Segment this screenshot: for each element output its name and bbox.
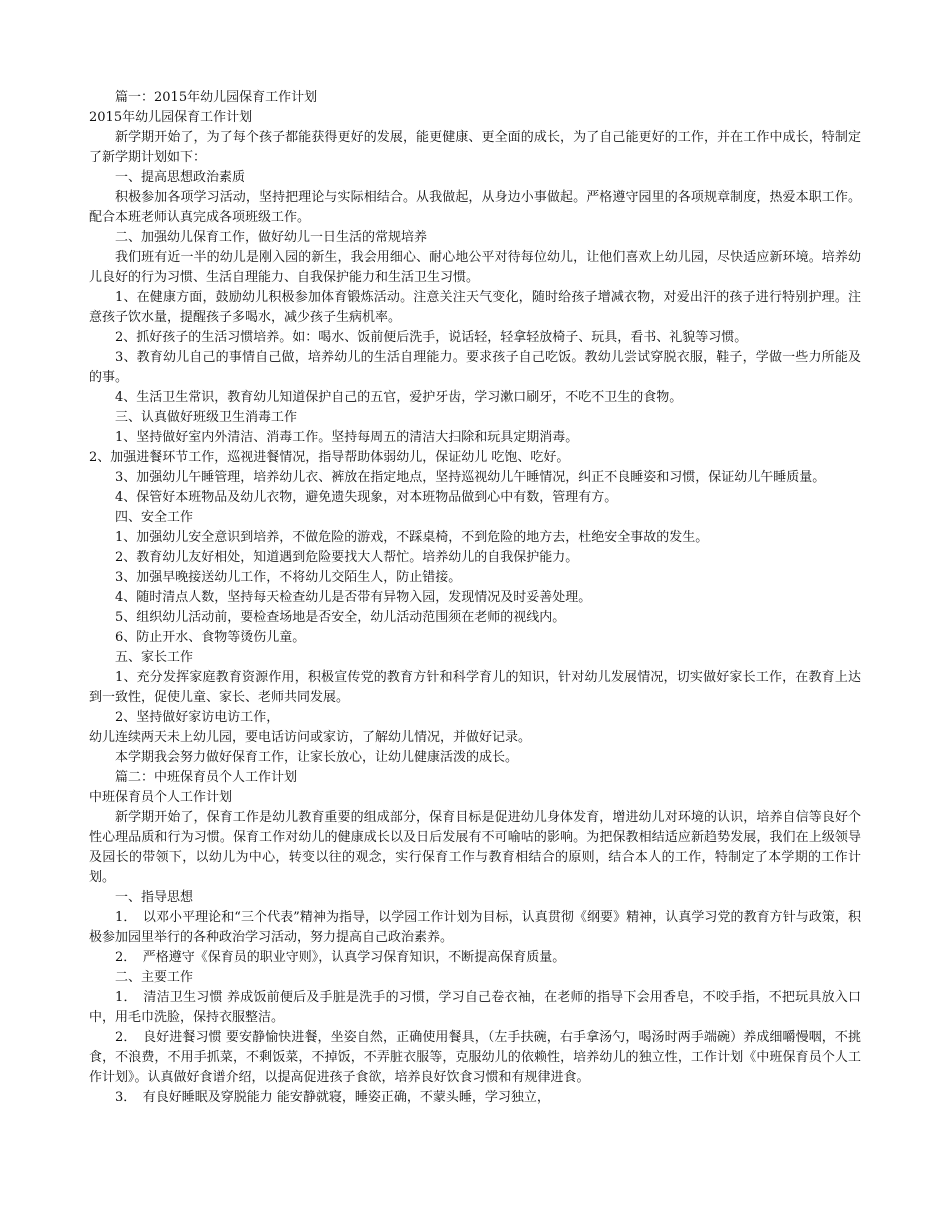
paragraph: 3． 有良好睡眠及穿脱能力 能安静就寝，睡姿正确，不蒙头睡，学习独立， (115, 1090, 550, 1105)
paragraph: 新学期开始了，为了每个孩子都能获得更好的发展，能更健康、更全面的成长，为了自己能更好的工作，并在工作中成长，特制定了新学期计划如下： (89, 130, 861, 165)
paragraph: 2、加强进餐环节工作，巡视进餐情况，指导帮助体弱幼儿，保证幼儿 吃饱、吃好。 (89, 450, 570, 465)
paragraph: 一、指导思想 (115, 890, 194, 905)
paragraph: 4、随时清点人数，坚持每天检查幼儿是否带有异物入园，发现情况及时妥善处理。 (115, 590, 592, 605)
paragraph: 积极参加各项学习活动，坚持把理论与实际相结合。从我做起，从身边小事做起。严格遵守园里的各项规章制度，热爱本职工作。配合本班老师认真完成各项班级工作。 (89, 190, 861, 225)
paragraph: 5、组织幼儿活动前，要检查场地是否安全，幼儿活动范围须在老师的视线内。 (115, 610, 566, 625)
paragraph: 新学期开始了，保育工作是幼儿教育重要的组成部分，保育目标是促进幼儿身体发育，增进幼儿对环境的认识，培养自信等良好个性心理品质和行为习惯。保育工作对幼儿的健康成长以及日后发展有不可喻咕的影响。为把保教相结适应新趋势发展，我们在上级领导及园长的带领下，以幼儿为中心，转变以往的观念，实行保育工作与教育相结合的原则，结合本人的工作，特制定了本学期的工作计划。 (89, 810, 861, 885)
paragraph: 4、保管好本班物品及幼儿衣物，避免遗失现象，对本班物品做到心中有数，管理有方。 (115, 490, 618, 505)
paragraph: 1、在健康方面，鼓励幼儿积极参加体育锻炼活动。注意关注天气变化，随时给孩子增减衣物，对爱出汗的孩子进行特别护理。注意孩子饮水量，提醒孩子多喝水，减少孩子生病机率。 (89, 290, 861, 325)
paragraph: 二、加强幼儿保育工作，做好幼儿一日生活的常规培养 (115, 230, 428, 245)
paragraph: 我们班有近一半的幼儿是刚入园的新生，我会用细心、耐心地公平对待每位幼儿，让他们喜欢上幼儿园，尽快适应新环境。培养幼儿良好的行为习惯、生活自理能力、自我保护能力和生活卫生习惯。 (89, 250, 861, 285)
paragraph: 1． 清洁卫生习惯 养成饭前便后及手脏是洗手的习惯，学习自己卷衣袖，在老师的指导下会用香皂，不咬手指，不把玩具放入口中，用毛巾洗脸，保持衣服整洁。 (89, 990, 861, 1025)
paragraph: 一、提高思想政治素质 (115, 170, 246, 185)
paragraph: 2． 良好进餐习惯 要安静愉快进餐，坐姿自然，正确使用餐具，（左手扶碗，右手拿汤勺，喝汤时两手端碗）养成细嚼慢咽，不挑食，不浪费，不用手抓菜，不剩饭菜，不掉饭，不弄脏衣服等，克服幼儿的依赖性，培养幼儿的独立性，工作计划《中班保育员个人工作计划》。认真做好食谱介绍，以提高促进孩子食欲，培养良好饮食习惯和有规律进食。 (89, 1030, 861, 1085)
paragraph: 篇一：2015年幼儿园保育工作计划 (115, 90, 318, 105)
document-page (89, 88, 861, 1108)
paragraph: 6、防止开水、食物等烫伤儿童。 (115, 630, 306, 645)
paragraph: 2015年幼儿园保育工作计划 (89, 110, 253, 125)
paragraph: 1、加强幼儿安全意识到培养，不做危险的游戏，不踩桌椅，不到危险的地方去，杜绝安全事故的发生。 (115, 530, 709, 545)
paragraph: 3、加强早晚接送幼儿工作，不将幼儿交陌生人，防止错接。 (115, 570, 462, 585)
paragraph: 四、安全工作 (115, 510, 194, 525)
paragraph: 本学期我会努力做好保育工作，让家长放心，让幼儿健康活泼的成长。 (115, 750, 519, 765)
paragraph: 3、加强幼儿午睡管理，培养幼儿衣、裤放在指定地点，坚持巡视幼儿午睡情况，纠正不良睡姿和习惯，保证幼儿午睡质量。 (115, 470, 826, 485)
paragraph: 二、主要工作 (115, 970, 194, 985)
paragraph: 1、充分发挥家庭教育资源作用，积极宣传党的教育方针和科学育儿的知识，针对幼儿发展情况，切实做好家长工作，在教育上达到一致性，促使儿童、家长、老师共同发展。 (89, 670, 861, 705)
paragraph: 2． 严格遵守《保育员的职业守则》，认真学习保育知识，不断提高保育质量。 (115, 950, 566, 965)
paragraph: 2、抓好孩子的生活习惯培养。如：喝水、饭前便后洗手，说话轻，轻拿轻放椅子、玩具，看书、礼貌等习惯。 (115, 330, 748, 345)
paragraph: 1． 以邓小平理论和“三个代表”精神为指导，以学园工作计划为目标，认真贯彻《纲要》精神，认真学习党的教育方针与政策，积极参加园里举行的各种政治学习活动，努力提高自己政治素养。 (89, 910, 861, 945)
paragraph: 幼儿连续两天未上幼儿园，要电话访问或家访，了解幼儿情况，并做好记录。 (89, 730, 532, 745)
paragraph: 1、坚持做好室内外清洁、消毒工作。坚持每周五的清洁大扫除和玩具定期消毒。 (115, 430, 579, 445)
paragraph: 中班保育员个人工作计划 (89, 790, 233, 805)
paragraph: 3、教育幼儿自己的事情自己做，培养幼儿的生活自理能力。要求孩子自己吃饭。教幼儿尝试穿脱衣服，鞋子，学做一些力所能及的事。 (89, 350, 861, 385)
paragraph: 4、生活卫生常识，教育幼儿知道保护自己的五官，爱护牙齿，学习漱口刷牙，不吃不卫生的食物。 (115, 390, 683, 405)
paragraph: 2、坚持做好家访电访工作， (115, 710, 280, 725)
paragraph: 三、认真做好班级卫生消毒工作 (115, 410, 298, 425)
paragraph: 2、教育幼儿友好相处，知道遇到危险要找大人帮忙。培养幼儿的自我保护能力。 (115, 550, 579, 565)
paragraph: 五、家长工作 (115, 650, 194, 665)
paragraph: 篇二：中班保育员个人工作计划 (115, 770, 298, 785)
